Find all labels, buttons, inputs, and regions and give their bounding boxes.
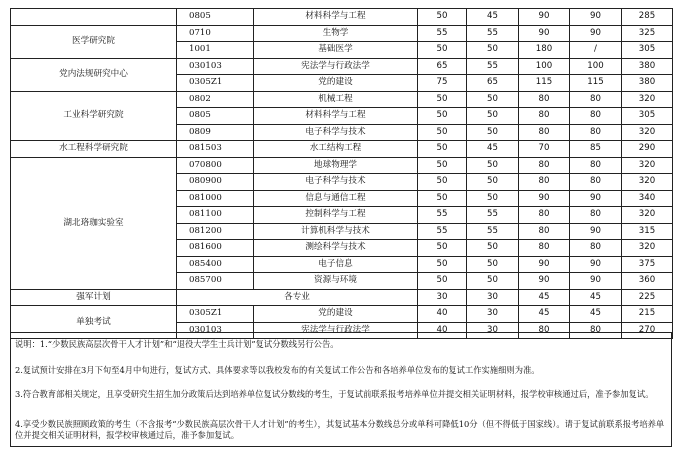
major-cell: 电子科学与技术 bbox=[254, 174, 418, 191]
major-cell: 党的建设 bbox=[254, 75, 418, 92]
score-cell: 30 bbox=[418, 289, 467, 306]
score-cell: 80 bbox=[519, 322, 570, 339]
unit-cell bbox=[11, 9, 177, 26]
score-cell: 80 bbox=[570, 240, 622, 257]
score-cell: 50 bbox=[418, 141, 467, 158]
major-cell: 基础医学 bbox=[254, 42, 418, 59]
total-cell: 320 bbox=[622, 124, 673, 141]
major-cell: 地球物理学 bbox=[254, 157, 418, 174]
score-cell: 90 bbox=[570, 256, 622, 273]
score-cell: 90 bbox=[570, 223, 622, 240]
score-cell: 45 bbox=[570, 289, 622, 306]
code-cell: 085700 bbox=[177, 273, 254, 290]
score-cell: 65 bbox=[418, 58, 467, 75]
score-cell: 75 bbox=[418, 75, 467, 92]
code-cell: 030103 bbox=[177, 58, 254, 75]
code-cell: 080900 bbox=[177, 174, 254, 191]
total-cell: 340 bbox=[622, 190, 673, 207]
score-cell: 80 bbox=[519, 108, 570, 125]
code-cell: 0809 bbox=[177, 124, 254, 141]
total-cell: 320 bbox=[622, 91, 673, 108]
score-cell: 40 bbox=[418, 306, 467, 323]
score-cell: 80 bbox=[570, 207, 622, 224]
unit-cell: 医学研究院 bbox=[11, 25, 177, 58]
total-cell: 380 bbox=[622, 58, 673, 75]
major-cell: 计算机科学与技术 bbox=[254, 223, 418, 240]
score-cell: 80 bbox=[519, 207, 570, 224]
score-cell: 50 bbox=[418, 190, 467, 207]
score-cell: 90 bbox=[570, 190, 622, 207]
score-cell: 80 bbox=[519, 157, 570, 174]
code-cell: 0802 bbox=[177, 91, 254, 108]
score-cell: 55 bbox=[467, 223, 519, 240]
total-cell: 375 bbox=[622, 256, 673, 273]
code-cell: 0305Z1 bbox=[177, 75, 254, 92]
total-cell: 320 bbox=[622, 240, 673, 257]
score-cell: 80 bbox=[570, 124, 622, 141]
score-cell: 90 bbox=[519, 190, 570, 207]
score-cell: 50 bbox=[467, 91, 519, 108]
major-cell: 机械工程 bbox=[254, 91, 418, 108]
score-cell: 50 bbox=[467, 190, 519, 207]
score-cell: 115 bbox=[570, 75, 622, 92]
major-cell: 测绘科学与技术 bbox=[254, 240, 418, 257]
unit-cell: 强军计划 bbox=[11, 289, 177, 306]
score-cell: 85 bbox=[570, 141, 622, 158]
table-row bbox=[11, 306, 673, 323]
total-cell: 325 bbox=[622, 25, 673, 42]
score-cell: 55 bbox=[418, 223, 467, 240]
score-cell: / bbox=[570, 42, 622, 59]
score-cell: 115 bbox=[519, 75, 570, 92]
score-cell: 100 bbox=[519, 58, 570, 75]
score-cell: 80 bbox=[519, 240, 570, 257]
score-cell: 50 bbox=[467, 273, 519, 290]
note-3: 3.符合教育部相关规定，且享受研究生招生加分政策后达到培养单位复试分数线的考生，于复试前联系报考培养单位并提交相关证明材料，报学校审核通过后，准予参加复试。 bbox=[15, 389, 654, 399]
score-cell: 50 bbox=[418, 256, 467, 273]
score-table-grid bbox=[10, 8, 673, 339]
code-cell: 081200 bbox=[177, 223, 254, 240]
score-cell: 55 bbox=[467, 58, 519, 75]
total-cell: 225 bbox=[622, 289, 673, 306]
score-cell: 90 bbox=[519, 25, 570, 42]
score-cell: 50 bbox=[418, 42, 467, 59]
score-cell: 90 bbox=[519, 9, 570, 26]
score-cell: 50 bbox=[418, 9, 467, 26]
score-cell: 50 bbox=[418, 157, 467, 174]
major-cell: 各专业 bbox=[177, 289, 418, 306]
score-cell: 80 bbox=[570, 174, 622, 191]
score-cell: 50 bbox=[467, 174, 519, 191]
score-cell: 50 bbox=[467, 108, 519, 125]
total-cell: 320 bbox=[622, 157, 673, 174]
total-cell: 305 bbox=[622, 42, 673, 59]
score-cell: 55 bbox=[418, 25, 467, 42]
score-cell: 50 bbox=[418, 174, 467, 191]
score-cell: 80 bbox=[519, 91, 570, 108]
code-cell: 0710 bbox=[177, 25, 254, 42]
score-cell: 50 bbox=[467, 256, 519, 273]
table-row bbox=[11, 289, 673, 306]
code-cell: 070800 bbox=[177, 157, 254, 174]
total-cell: 270 bbox=[622, 322, 673, 339]
major-cell: 资源与环境 bbox=[254, 273, 418, 290]
score-cell: 70 bbox=[519, 141, 570, 158]
total-cell: 320 bbox=[622, 174, 673, 191]
score-cell: 180 bbox=[519, 42, 570, 59]
major-cell: 生物学 bbox=[254, 25, 418, 42]
total-cell: 305 bbox=[622, 108, 673, 125]
score-cell: 50 bbox=[467, 240, 519, 257]
score-cell: 80 bbox=[570, 322, 622, 339]
score-cell: 50 bbox=[467, 42, 519, 59]
major-cell: 宪法学与行政法学 bbox=[254, 322, 418, 339]
code-cell: 1001 bbox=[177, 42, 254, 59]
score-cell: 45 bbox=[467, 141, 519, 158]
score-cell: 90 bbox=[519, 273, 570, 290]
score-cell: 50 bbox=[418, 240, 467, 257]
score-cell: 55 bbox=[418, 207, 467, 224]
note-2: 2.复试预计安排在3月下旬至4月中旬进行，复试方式、具体要求等以我校发布的有关复试工作公告和各培养单位发布的复试工作实施细则为准。 bbox=[15, 365, 540, 375]
code-cell: 081600 bbox=[177, 240, 254, 257]
table-row bbox=[11, 91, 673, 108]
score-cell: 90 bbox=[570, 9, 622, 26]
score-cell: 50 bbox=[418, 108, 467, 125]
total-cell: 290 bbox=[622, 141, 673, 158]
table-row bbox=[11, 157, 673, 174]
code-cell: 0805 bbox=[177, 108, 254, 125]
major-cell: 材料科学与工程 bbox=[254, 108, 418, 125]
unit-cell: 水工程科学研究院 bbox=[11, 141, 177, 158]
score-cell: 80 bbox=[519, 223, 570, 240]
score-cell: 90 bbox=[519, 256, 570, 273]
score-cell: 45 bbox=[570, 306, 622, 323]
unit-cell: 工业科学研究院 bbox=[11, 91, 177, 141]
code-cell: 0305Z1 bbox=[177, 306, 254, 323]
score-cell: 50 bbox=[467, 124, 519, 141]
total-cell: 215 bbox=[622, 306, 673, 323]
code-cell: 081503 bbox=[177, 141, 254, 158]
score-cell: 80 bbox=[519, 174, 570, 191]
score-cell: 90 bbox=[570, 273, 622, 290]
table-row bbox=[11, 141, 673, 158]
note-4: 4.享受少数民族照顾政策的考生（不含报考“少数民族高层次骨干人才计划”的考生），其复试基本分数线总分或单科可降低10分（但不得低于国家线）。请于复试前联系报考培养单位并提交相关证明材料，报学校审核通过后，准予参加复试。 bbox=[15, 419, 665, 441]
total-cell: 360 bbox=[622, 273, 673, 290]
major-cell: 电子信息 bbox=[254, 256, 418, 273]
major-cell: 控制科学与工程 bbox=[254, 207, 418, 224]
score-cell: 30 bbox=[467, 289, 519, 306]
score-cell: 45 bbox=[467, 9, 519, 26]
total-cell: 380 bbox=[622, 75, 673, 92]
score-cell: 45 bbox=[519, 306, 570, 323]
code-cell: 081000 bbox=[177, 190, 254, 207]
table-row bbox=[11, 25, 673, 42]
unit-cell: 党内法规研究中心 bbox=[11, 58, 177, 91]
total-cell: 320 bbox=[622, 207, 673, 224]
score-cell: 40 bbox=[418, 322, 467, 339]
score-cell: 65 bbox=[467, 75, 519, 92]
score-cell: 50 bbox=[418, 91, 467, 108]
score-cell: 50 bbox=[467, 157, 519, 174]
major-cell: 信息与通信工程 bbox=[254, 190, 418, 207]
major-cell: 材料科学与工程 bbox=[254, 9, 418, 26]
major-cell: 电子科学与技术 bbox=[254, 124, 418, 141]
score-cell: 45 bbox=[519, 289, 570, 306]
total-cell: 285 bbox=[622, 9, 673, 26]
code-cell: 081100 bbox=[177, 207, 254, 224]
score-cell: 80 bbox=[570, 157, 622, 174]
score-cell: 30 bbox=[467, 306, 519, 323]
note-1: 说明：1.“少数民族高层次骨干人才计划”和“退役大学生士兵计划”复试分数线另行公告。 bbox=[15, 339, 339, 349]
table-row bbox=[11, 9, 673, 26]
score-cell: 55 bbox=[467, 207, 519, 224]
score-cell: 50 bbox=[418, 124, 467, 141]
major-cell: 水工结构工程 bbox=[254, 141, 418, 158]
score-table bbox=[10, 8, 672, 339]
score-cell: 55 bbox=[467, 25, 519, 42]
score-cell: 100 bbox=[570, 58, 622, 75]
score-cell: 80 bbox=[519, 124, 570, 141]
score-cell: 90 bbox=[570, 25, 622, 42]
notes-box bbox=[10, 332, 672, 447]
total-cell: 315 bbox=[622, 223, 673, 240]
major-cell: 党的建设 bbox=[254, 306, 418, 323]
score-cell: 80 bbox=[570, 108, 622, 125]
unit-cell: 单独考试 bbox=[11, 306, 177, 339]
score-cell: 50 bbox=[418, 273, 467, 290]
score-cell: 80 bbox=[570, 91, 622, 108]
code-cell: 085400 bbox=[177, 256, 254, 273]
unit-cell: 湖北珞珈实验室 bbox=[11, 157, 177, 289]
code-cell: 0805 bbox=[177, 9, 254, 26]
code-cell: 030103 bbox=[177, 322, 254, 339]
score-cell: 30 bbox=[467, 322, 519, 339]
table-row bbox=[11, 58, 673, 75]
major-cell: 宪法学与行政法学 bbox=[254, 58, 418, 75]
